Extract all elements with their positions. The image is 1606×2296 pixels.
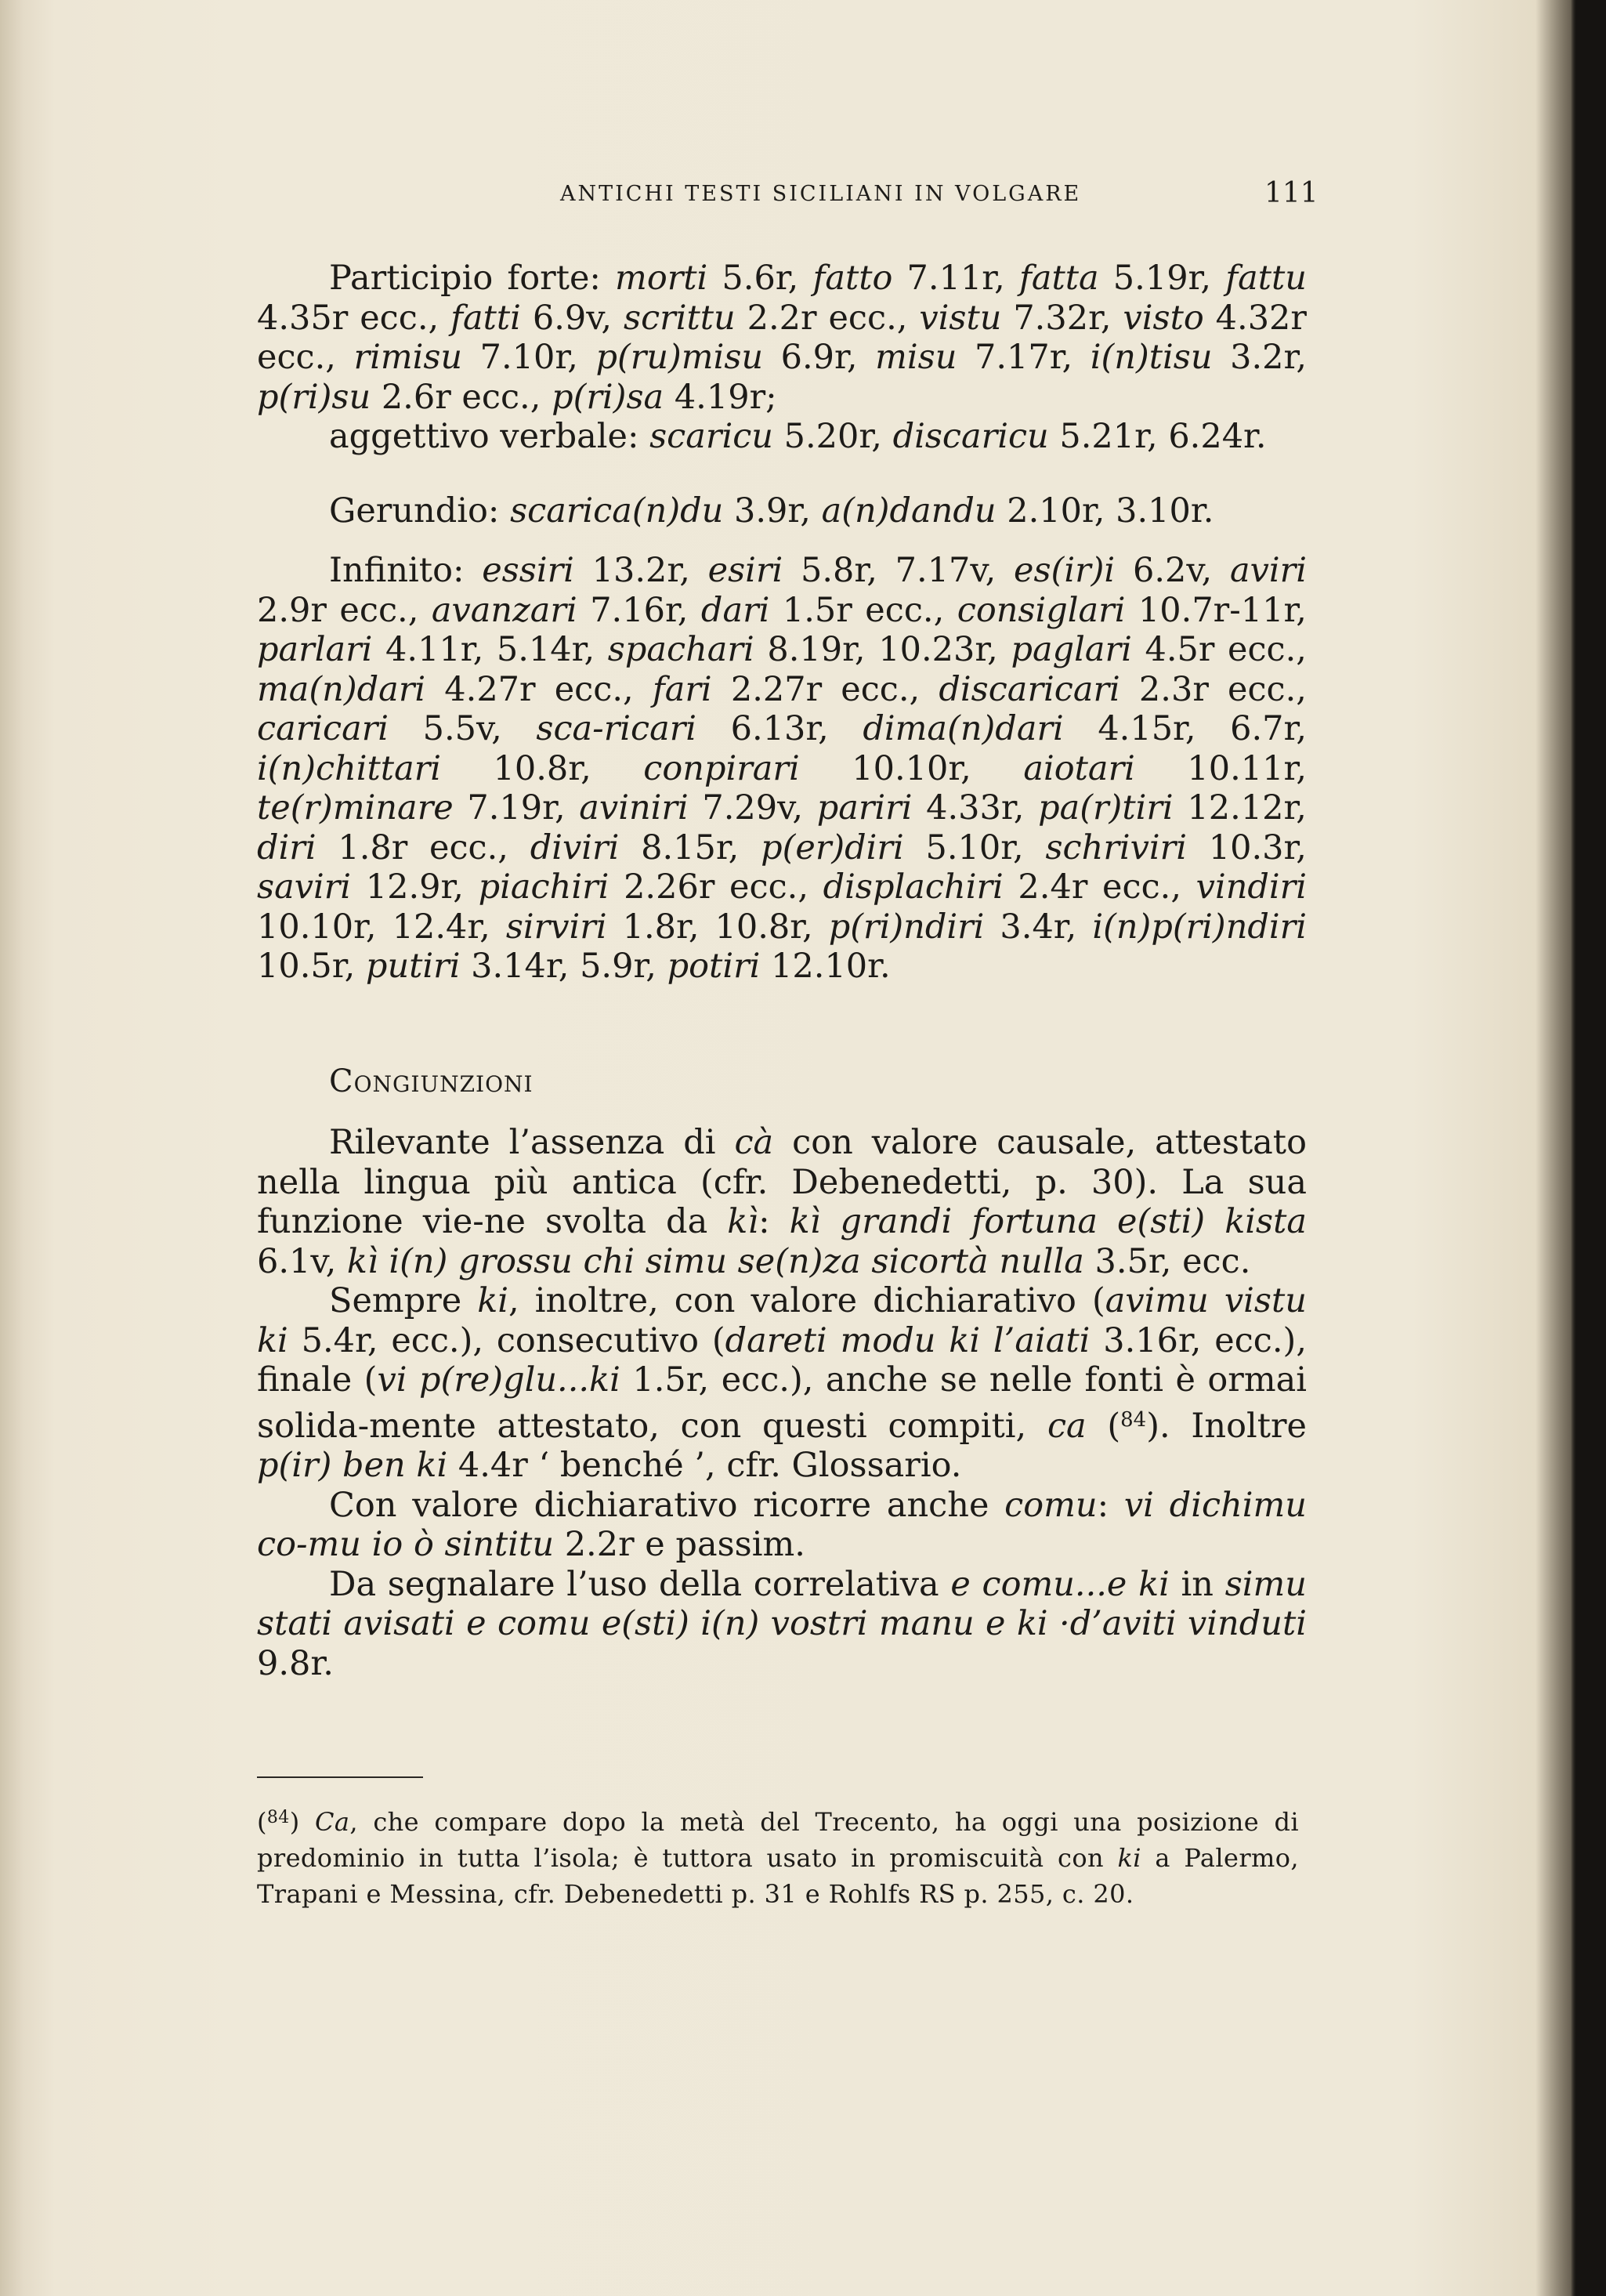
- aggettivo-paragraph: aggettivo verbale: scaricu 5.20r, discaricu 5.21r, 6.24r.: [329, 417, 1267, 456]
- infinito-paragraph: Infinito: essiri 13.2r, esiri 5.8r, 7.17v, es(ir)i 6.2v, aviri 2.9r ecc., avanzari 7.16r, dari 1.5r ecc., consiglari 10.7r-11r, parlari 4.11r, 5.14r, spachari 8.19r, 10.23r, paglari 4.5r ecc., ma(n)dari 4.27r ecc., fari 2.27r ecc., discaricari 2.3r ecc., caricari 5.5v, sca-ricari 6.13r, dima(n)dari 4.15r, 6.7r, i(n)chittari 10.8r, conpirari 10.10r, aiotari 10.11r, te(r)minare 7.19r, aviniri 7.29v, pariri 4.33r, pa(r)tiri 12.12r, diri 1.8r ecc., diviri 8.15r, p(er)diri 5.10r, schriviri 10.3r, saviri 12.9r, piachiri 2.26r ecc., displachiri 2.4r ecc., vindiri 10.10r, 12.4r, sirviri 1.8r, 10.8r, p(ri)ndiri 3.4r, i(n)p(ri)ndiri 10.5r, putiri 3.14r, 5.9r, potiri 12.10r.: [257, 551, 1307, 986]
- participio-paragraph: Participio forte: morti 5.6r, fatto 7.11r, fatta 5.19r, fattu 4.35r ecc., fatti 6.9v, scrittu 2.2r ecc., vistu 7.32r, visto 4.32r ecc., rimisu 7.10r, p(ru)misu 6.9r, misu 7.17r, i(n)tisu 3.2r, p(ri)su 2.6r ecc., p(ri)sa 4.19r;: [257, 259, 1307, 417]
- congiunzioni-paragraph-2: Sempre ki, inoltre, con valore dichiarativo (avimu vistu ki 5.4r, ecc.), consecutivo (dareti modu ki l’aiati 3.16r, ecc.), finale (vi p(re)glu...ki 1.5r, ecc.), anche se nelle fonti è ormai solida-mente attestato, con questi compiti, ca ($^{84}$). Inoltre p(ir) ben ki 4.4r ‘ benché ’, cfr. Glossario.: [257, 1281, 1307, 1485]
- congiunzioni-paragraph-3: Con valore dichiarativo ricorre anche comu: vi dichimu co-mu io ò sintitu 2.2r e passim.: [257, 1485, 1307, 1564]
- footnote-rule: [257, 1776, 423, 1778]
- footnote-text: Ca, che compare dopo la metà del Trecento, ha oggi una posizione di predominio in tutta l’isola; è tuttora usato in promiscuità con ki a Palermo, Trapani e Messina, cfr. Debenedetti p. 31 e Rohlfs RS p. 255, c. 20.: [257, 1807, 1299, 1909]
- footnote-number: 84: [266, 1808, 290, 1827]
- gerundio-paragraph: Gerundio: scarica(n)du 3.9r, a(n)dandu 2.10r, 3.10r.: [329, 491, 1214, 531]
- page-number: 111: [1264, 177, 1318, 209]
- running-head: ANTICHI TESTI SICILIANI IN VOLGARE: [560, 182, 1082, 206]
- footnote: ($^{84}$) Ca, che compare dopo la metà del Trecento, ha oggi una posizione di predominio in tutta l’isola; è tuttora usato in promiscuità con ki a Palermo, Trapani e Messina, cfr. Debenedetti p. 31 e Rohlfs RS p. 255, c. 20.: [257, 1807, 1299, 1909]
- congiunzioni-paragraph-4: Da segnalare l’uso della correlativa e comu...e ki in simu stati avisati e comu e(sti) i(n) vostri manu e ki ·d’aviti vinduti 9.8r.: [257, 1564, 1307, 1683]
- congiunzioni-paragraph-1: Rilevante l’assenza di cà con valore causale, attestato nella lingua più antica (cfr. Debenedetti, p. 30). La sua funzione vie-ne svolta da kì: kì grandi fortuna e(sti) kista 6.1v, kì i(n) grossu chi simu se(n)za sicortà nulla 3.5r, ecc.: [257, 1123, 1307, 1281]
- body-text: [257, 259, 1307, 1683]
- section-title: Congiunzioni: [329, 1063, 534, 1099]
